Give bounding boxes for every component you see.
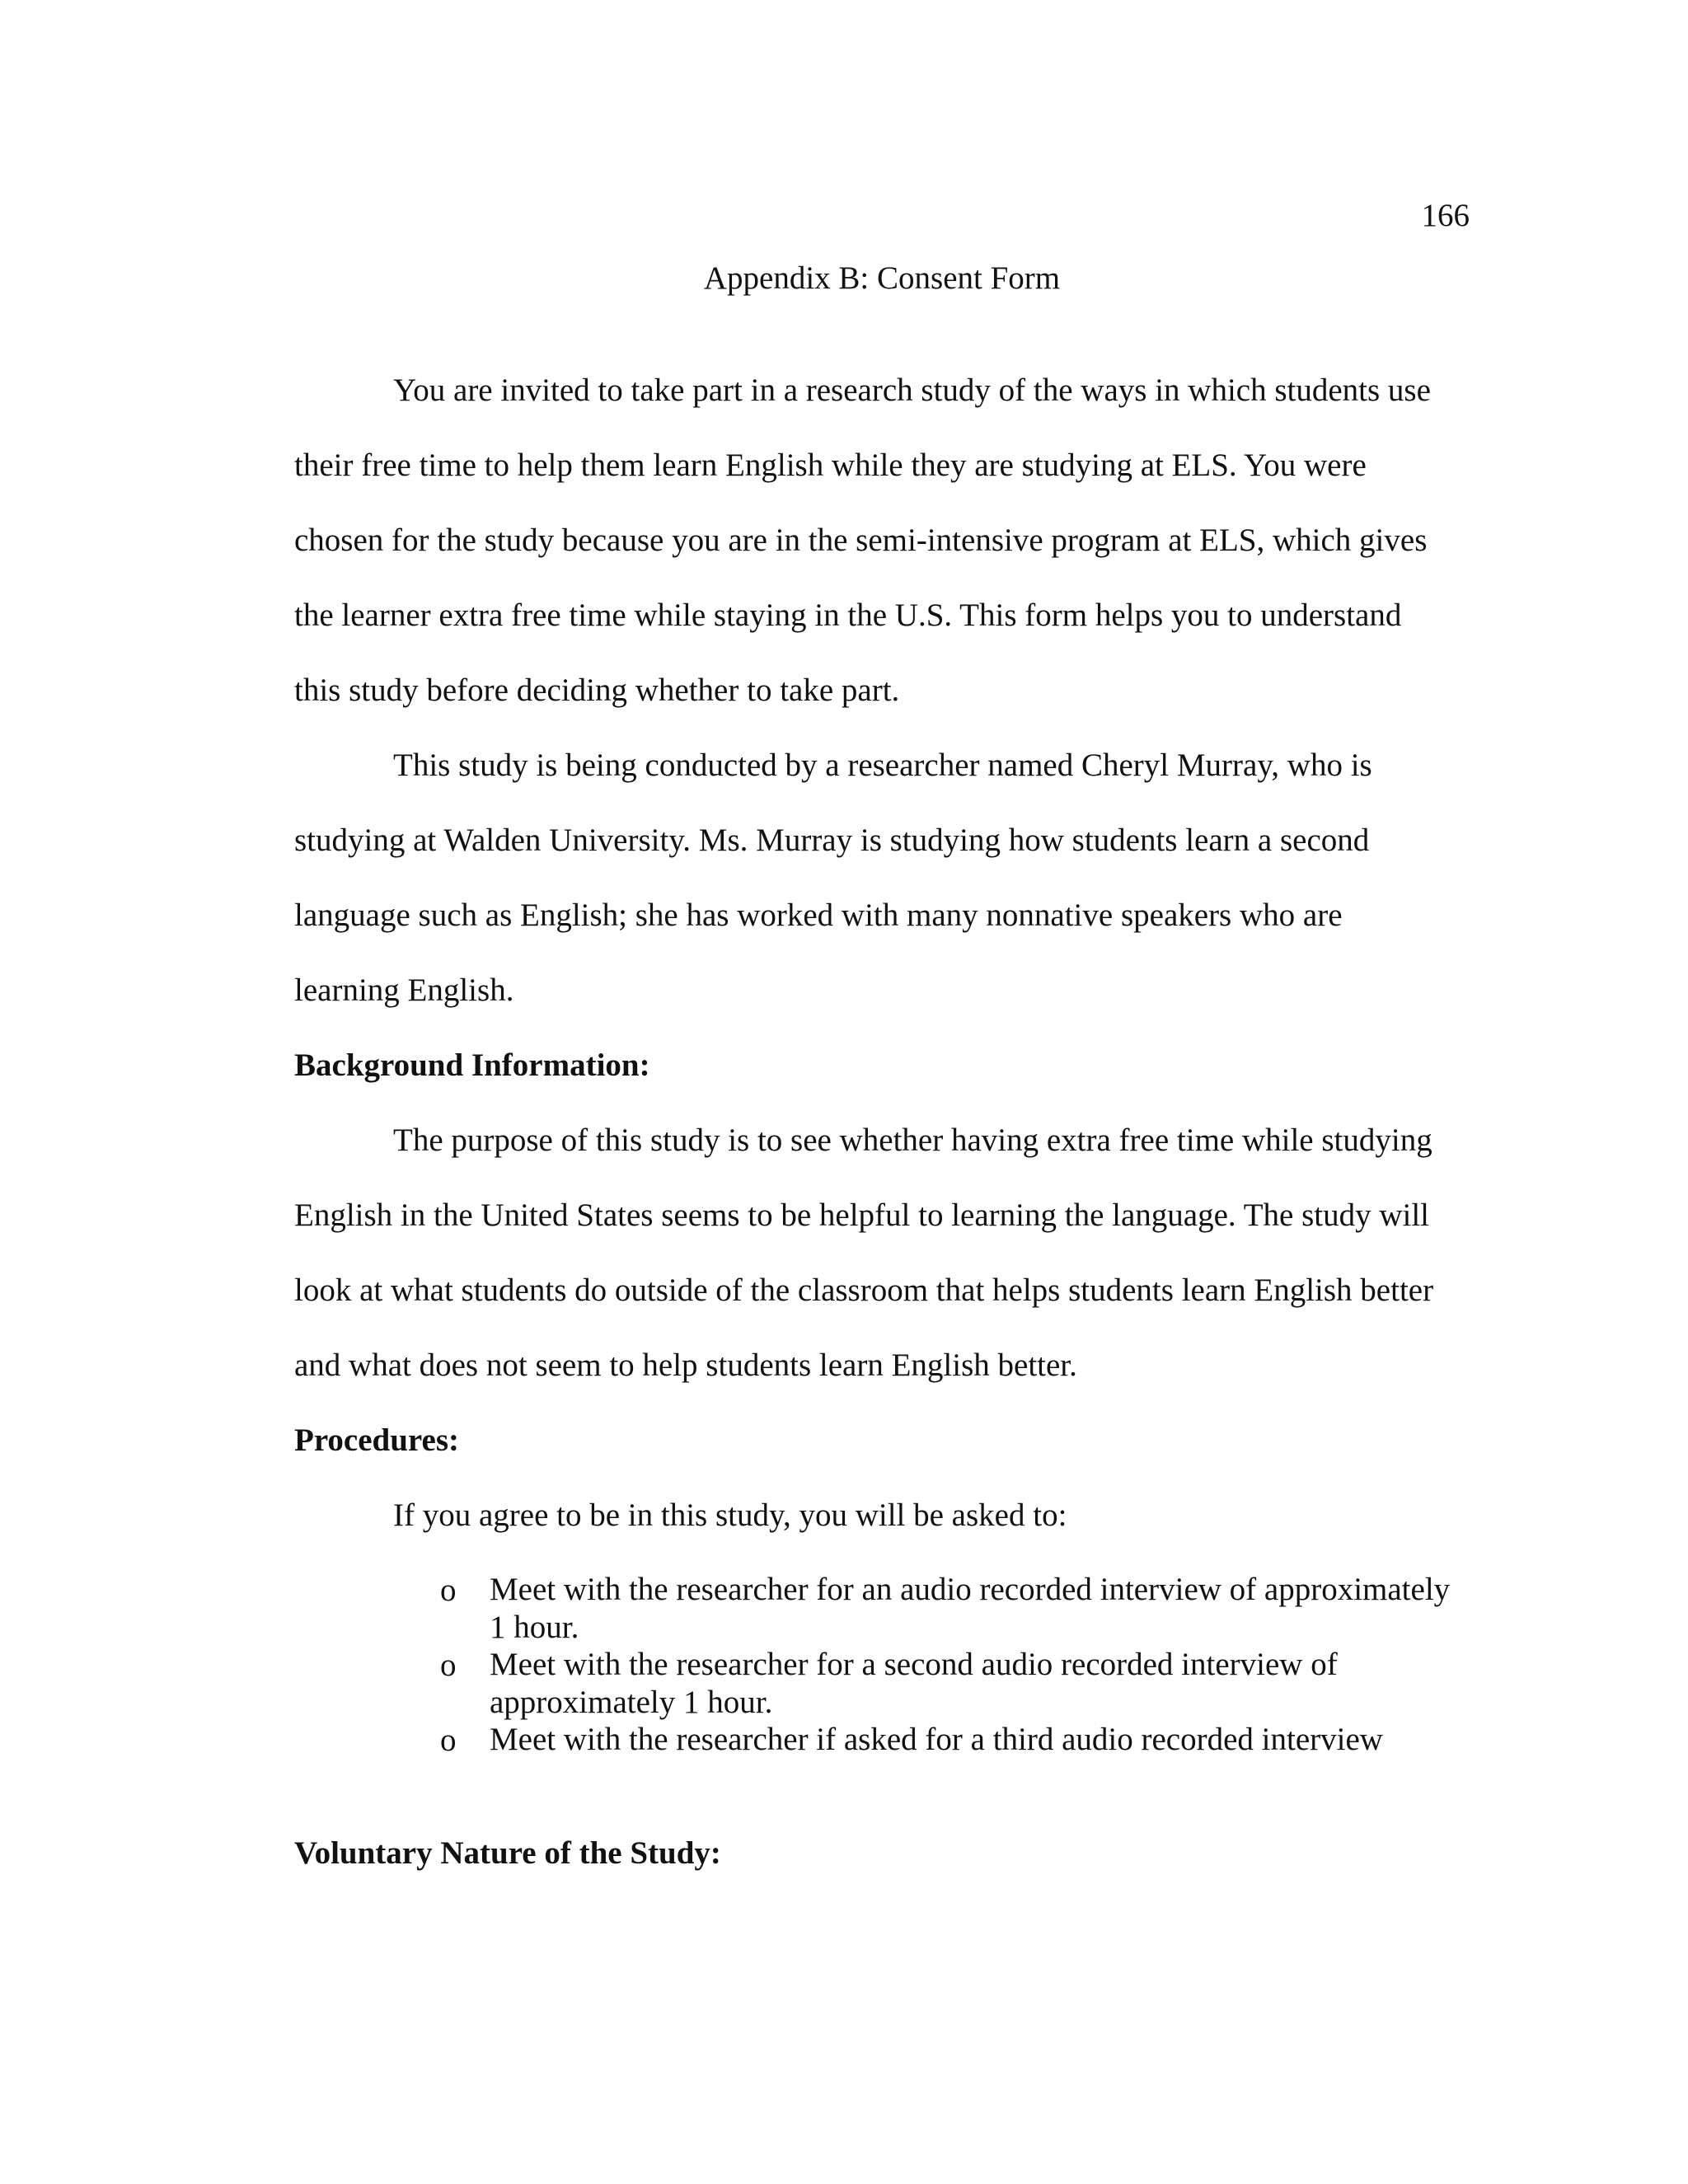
background-line: look at what students do outside of the classroom that helps students learn English better <box>294 1272 1434 1308</box>
background-line: and what does not seem to help students learn English better. <box>294 1347 1077 1383</box>
researcher-line: learning English. <box>294 972 514 1008</box>
procedures-intro: If you agree to be in this study, you will be asked to: <box>393 1497 1067 1533</box>
intro-line: You are invited to take part in a research study of the ways in which students use <box>393 373 1431 408</box>
researcher-line: studying at Walden University. Ms. Murray is studying how students learn a second <box>294 823 1370 858</box>
background-line: English in the United States seems to be helpful to learning the language. The study will <box>294 1197 1430 1233</box>
researcher-line: language such as English; she has worked with many nonnative speakers who are <box>294 898 1343 933</box>
intro-line: this study before deciding whether to take part. <box>294 673 900 708</box>
researcher-line: This study is being conducted by a researcher named Cheryl Murray, who is <box>393 748 1372 783</box>
bullet-item-line: Meet with the researcher for an audio recorded interview of approximately <box>490 1572 1451 1607</box>
page-title: Appendix B: Consent Form <box>703 260 1061 296</box>
bullet-marker: o <box>440 1722 457 1758</box>
intro-line: their free time to help them learn English while they are studying at ELS. You were <box>294 448 1367 483</box>
bullet-item-line: approximately 1 hour. <box>490 1685 773 1720</box>
bullet-item-line: 1 hour. <box>490 1610 579 1645</box>
bullet-item-line: Meet with the researcher for a second audio recorded interview of <box>490 1647 1338 1682</box>
procedures-heading: Procedures: <box>294 1422 460 1458</box>
background-heading: Background Information: <box>294 1047 650 1083</box>
bullet-marker: o <box>440 1647 457 1683</box>
bullet-marker: o <box>440 1572 457 1608</box>
bullet-item-line: Meet with the researcher if asked for a third audio recorded interview <box>490 1722 1383 1757</box>
intro-line: chosen for the study because you are in the semi-intensive program at ELS, which gives <box>294 523 1428 558</box>
intro-line: the learner extra free time while staying in the U.S. This form helps you to understand <box>294 598 1402 633</box>
voluntary-heading: Voluntary Nature of the Study: <box>294 1835 721 1871</box>
page-number: 166 <box>1421 198 1470 233</box>
background-line: The purpose of this study is to see whether having extra free time while studying <box>393 1122 1432 1158</box>
